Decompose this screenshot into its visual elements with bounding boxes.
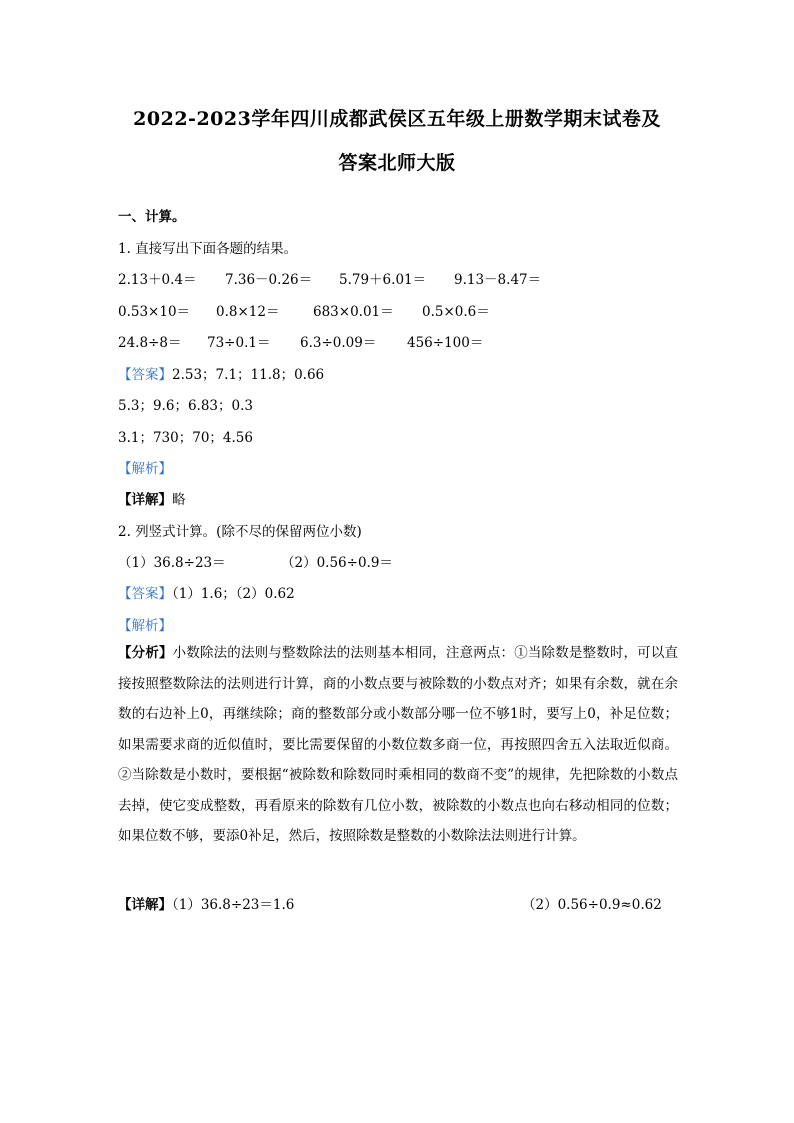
detail-left: （1）36.8÷23＝1.6 (172, 897, 295, 913)
calc-item: 73÷0.1＝ (207, 335, 271, 351)
answer-tag: 【答案】 (118, 586, 172, 602)
calc-item: 6.3÷0.09＝ (300, 335, 377, 351)
document-title-line-2: 答案北师大版 (338, 152, 456, 174)
calc-item: 0.8×12＝ (216, 304, 280, 320)
calc-item: 0.53×10＝ (118, 304, 191, 320)
fenxi-tag: 【分析】 (118, 645, 173, 661)
calc-item: 7.36－0.26＝ (225, 272, 313, 288)
analysis-tag: 【解析】 (118, 461, 172, 477)
document-title-line-1: 2022-2023学年四川成都武侯区五年级上册数学期末试卷及 (133, 108, 661, 130)
calc-item: 24.8÷8＝ (118, 335, 182, 351)
answer-line: 3.1；730；70；4.56 (118, 430, 253, 446)
calc-item: 2.13＋0.4＝ (118, 272, 197, 288)
calc-item: （1）36.8÷23＝ (118, 555, 226, 571)
detail-text: 略 (172, 492, 186, 508)
calc-row-2 (118, 300, 490, 320)
answer-line: 5.3；9.6；6.83；0.3 (118, 398, 253, 414)
analysis-paragraph (118, 638, 678, 852)
analysis-tag: 【解析】 (118, 618, 172, 634)
detail-line (118, 488, 186, 508)
calc-item: 0.5×0.6＝ (422, 304, 490, 320)
detail-tag: 【详解】 (118, 897, 172, 913)
answer-line (118, 363, 324, 383)
answer-text: 2.53；7.1；11.8；0.66 (172, 367, 325, 383)
calc-item: 683×0.01＝ (313, 304, 394, 320)
answer-tag: 【答案】 (118, 367, 172, 383)
fenxi-text: 小数除法的法则与整数除法的法则基本相同，注意两点：①当除数是整数时，可以直接按照整数除法的法则进行计算，商的小数点要与被除数的小数点对齐；如果有余数，就在余数的右边补上0，再继续除；商的整数部分或小数部分哪一位不够1时，要写上0，补足位数；如果需要求商的近似值时，要比需要保留的小数位数多商一位，再按照四舍五入法取近似商。②当除数是小数时，要根据“被除数和除数同时乘相同的数商不变”的规律，先把除数的小数点去掉，使它变成整数，再看原来的除数有几位小数，被除数的小数点也向右移动相同的位数；如果位数不够，要添0补足，然后，按照除数是整数的小数除法法则进行计算。 (118, 645, 679, 844)
question-2-items (118, 551, 393, 571)
detail-tag: 【详解】 (118, 492, 172, 508)
calc-row-3 (118, 331, 483, 351)
calc-item: （2）0.56÷0.9＝ (281, 555, 393, 571)
detail-right: （2）0.56÷0.9≈0.62 (522, 897, 662, 913)
calc-row-1 (118, 268, 541, 288)
section-heading: 一、计算。 (118, 209, 186, 225)
calc-item: 9.13－8.47＝ (454, 272, 542, 288)
calc-item: 456÷100＝ (407, 335, 484, 351)
calc-item: 5.79＋6.01＝ (339, 272, 427, 288)
answer-text: （1）1.6；（2）0.62 (172, 586, 295, 602)
detail-line (118, 893, 294, 913)
question-2-prompt: 2. 列竖式计算。(除不尽的保留两位小数) (118, 524, 362, 540)
answer-line (118, 582, 295, 602)
question-1-prompt: 1. 直接写出下面各题的结果。 (118, 241, 298, 257)
